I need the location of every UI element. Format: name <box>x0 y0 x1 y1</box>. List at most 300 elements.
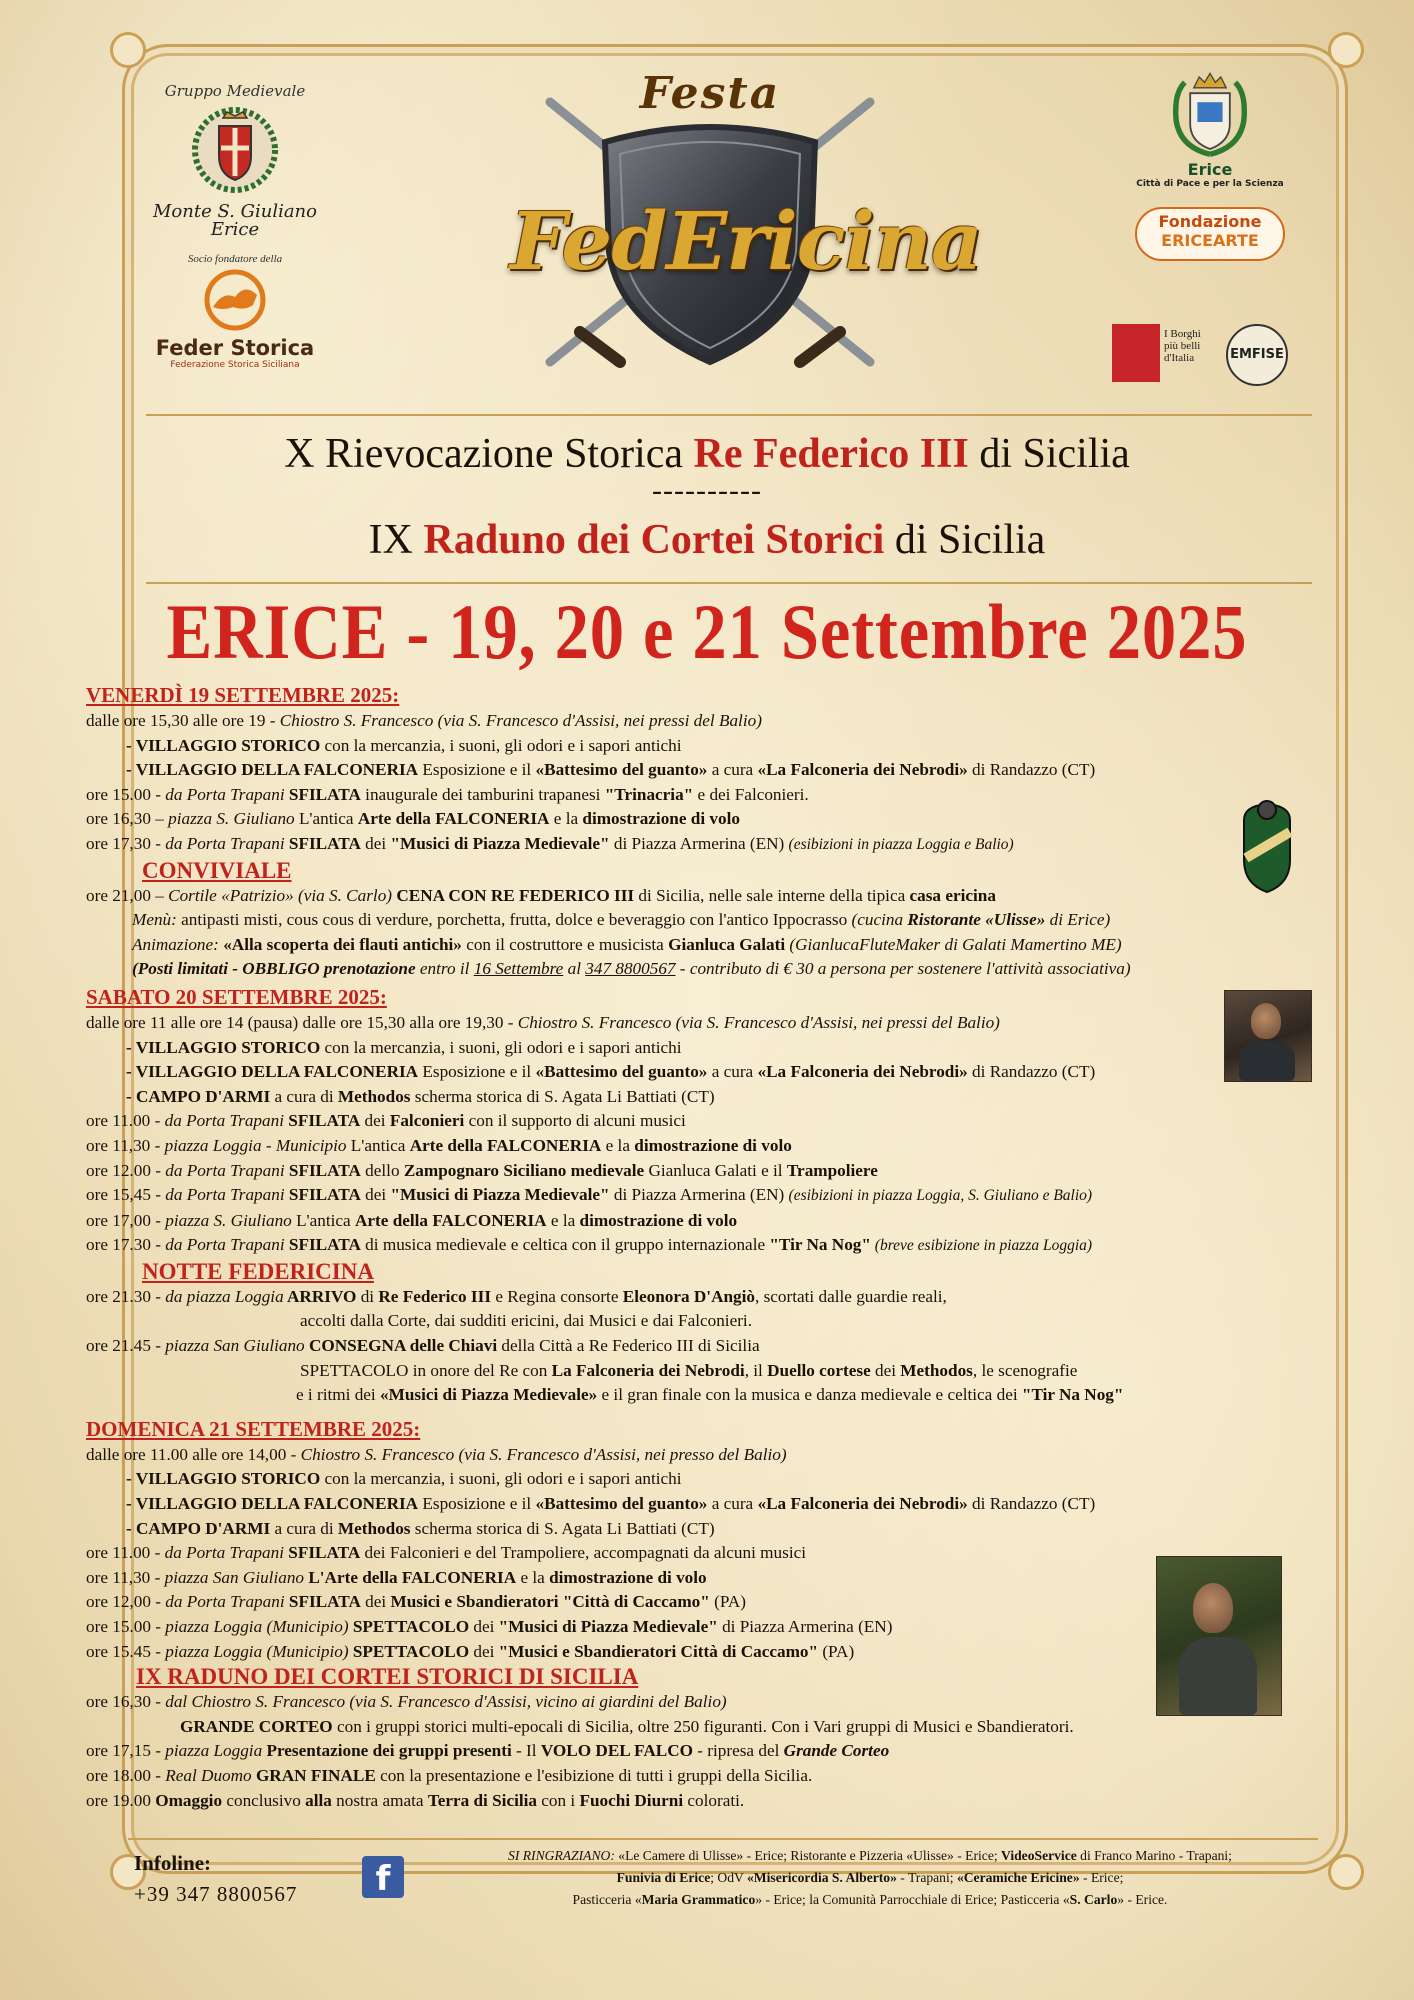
program-text: dalle ore 11 alle ore 14 (pausa) dalle ore 15,30 alla ore 19,30 - <box>86 1012 518 1032</box>
program-text: dei <box>469 1641 499 1661</box>
program-text: dei Falconieri e del Trampoliere, accompagnati da alcuni musici <box>360 1543 807 1563</box>
program-place: piazza S. Giuliano <box>168 809 295 829</box>
program-place: Real Duomo <box>165 1765 252 1785</box>
program-bold: Omaggio <box>155 1790 223 1810</box>
program-bold: «La Falconeria dei Nebrodi» <box>757 1494 968 1514</box>
title-highlight: Re Federico III <box>693 431 969 477</box>
program-line <box>86 1383 1356 1408</box>
thanks-text: » - Erice. <box>1117 1892 1168 1907</box>
title-text: IX <box>368 517 424 563</box>
program-bold: "Trinacria" <box>604 784 694 804</box>
program-place: da Porta Trapani <box>164 1543 284 1563</box>
program-text: a cura <box>707 1062 758 1082</box>
program-bold: SFILATA <box>284 1185 361 1205</box>
program-line <box>86 807 1356 832</box>
program-text: (PA) <box>709 1592 746 1612</box>
program-text: dalle ore 11.00 alle ore 14,00 - <box>86 1444 301 1464</box>
program-text: con la mercanzia, i suoni, gli odori e i sapori antichi <box>320 1469 682 1489</box>
program-line <box>86 1541 1356 1566</box>
program-bold: dimostrazione di volo <box>549 1567 707 1587</box>
program-bold: - VILLAGGIO STORICO <box>126 1037 321 1057</box>
event-date-headline: ERICE - 19, 20 e 21 Settembre 2025 <box>166 588 1248 675</box>
program-bold: CONSEGNA <box>304 1336 406 1356</box>
program-text: , scortati dalle guardie reali, <box>755 1286 947 1306</box>
program-place: piazza Loggia - Municipio <box>164 1135 347 1155</box>
program-bold: - VILLAGGIO DELLA FALCONERIA <box>126 760 419 780</box>
program-line: accolti dalla Corte, dai sudditi ericini, dai Musici e dai Falconieri. <box>300 1311 752 1331</box>
program-bold: SFILATA <box>284 784 361 804</box>
subsection-raduno-cortei: IX RADUNO DEI CORTEI STORICI DI SICILIA <box>136 1664 639 1690</box>
thanks-bold: Maria Grammatico <box>641 1892 756 1907</box>
program-text: e Regina consorte <box>491 1286 623 1306</box>
program-bold: Gianluca Galati <box>668 934 786 954</box>
program-text: ore 15.00 - <box>86 1617 166 1636</box>
program-text: a cura <box>707 1494 758 1514</box>
program-text: entro il <box>415 959 474 979</box>
program-deadline: 16 Settembre <box>473 959 564 979</box>
thanks-bold: S. Carlo <box>1069 1892 1118 1907</box>
program-place: da Porta Trapani <box>165 784 285 804</box>
program-note: di Erice) <box>1045 910 1111 930</box>
program-text: di Randazzo (CT) <box>967 760 1096 780</box>
facebook-icon[interactable]: f <box>362 1856 404 1898</box>
program-text: ore 17,30 - <box>86 833 166 853</box>
program-line <box>86 1789 1356 1814</box>
program-text: a cura di <box>270 1518 338 1538</box>
program-bold: Grande Corteo <box>783 1741 890 1761</box>
title-highlight: Raduno dei Cortei Storici <box>423 517 885 563</box>
program-bold: - VILLAGGIO STORICO <box>126 735 321 755</box>
program-note: (GianlucaFluteMaker di Galati Mamertino ME) <box>785 934 1122 954</box>
program-text: con la mercanzia, i suoni, gli odori e i sapori antichi <box>320 1037 682 1057</box>
program-place: Chiostro S. Francesco (via S. Francesco d'Assisi, nei pressi del Balio) <box>279 711 762 730</box>
program-place: da Porta Trapani <box>165 1235 285 1255</box>
program-bold: «Musici di Piazza Medievale» <box>380 1385 598 1405</box>
day-heading-saturday: SABATO 20 SETTEMBRE 2025: <box>86 984 387 1009</box>
program-text: ore 12.00 - <box>86 1160 166 1180</box>
program-text: Esposizione e il <box>418 1062 536 1082</box>
program-text: ore 15,45 - <box>86 1185 166 1205</box>
thanks-text: «Le Camere di Ulisse» - Erice; Ristorante e Pizzeria «Ulisse» - Erice; <box>614 1848 1002 1863</box>
federstorica-subtitle: Federazione Storica Siciliana <box>170 360 300 370</box>
program-text: dei <box>360 1185 391 1205</box>
erice-town-logo <box>1120 68 1300 261</box>
program-bold: La Falconeria dei Nebrodi <box>551 1360 745 1380</box>
program-label: Menù: <box>132 910 177 930</box>
program-bold: delle Chiavi <box>405 1336 498 1356</box>
festa-federicina-logo <box>510 62 982 382</box>
program-text: colorati. <box>683 1790 745 1810</box>
program-text: di Randazzo (CT) <box>967 1494 1096 1514</box>
program-text: ore 21,00 – <box>86 885 169 905</box>
erice-crest-icon <box>189 104 281 196</box>
program-bold: «La Falconeria dei Nebrodi» <box>757 760 968 780</box>
program-text: ore 21.45 - <box>86 1336 166 1356</box>
program-text: e il gran finale con la musica e danza medievale e celtica dei <box>597 1385 1022 1405</box>
program-line <box>86 884 1356 909</box>
federicina-word: FedEricina <box>510 194 982 288</box>
program-bold: «La Falconeria dei Nebrodi» <box>757 1062 968 1082</box>
borghi-line: I Borghi <box>1164 328 1201 340</box>
footer-divider <box>128 1838 1318 1840</box>
program-bold: Methodos <box>900 1360 973 1380</box>
program-bold: CENA CON RE FEDERICO III <box>392 885 635 905</box>
program-bold: Ristorante «Ulisse» <box>907 910 1046 930</box>
program-text: e la <box>549 809 583 829</box>
program-text: e la <box>601 1135 635 1155</box>
program-bold: SFILATA <box>284 833 361 853</box>
program-line <box>86 1359 1356 1384</box>
program-bold: dimostrazione di volo <box>582 809 740 829</box>
program-text: - ripresa del <box>692 1741 784 1761</box>
program-text: ore 11,30 - <box>86 1135 165 1155</box>
program-text: ore 15.00 - <box>86 784 166 804</box>
program-line <box>86 1690 1356 1715</box>
program-line <box>86 957 1356 982</box>
program-place: Cortile «Patrizio» (via S. Carlo) <box>168 885 393 905</box>
program-text: ore 16,30 – <box>86 809 169 829</box>
program-place: da piazza Loggia <box>165 1286 284 1306</box>
program-bold: SFILATA <box>284 1235 361 1255</box>
header-divider <box>146 414 1312 416</box>
program-text: scherma storica di S. Agata Li Battiati (CT) <box>410 1086 715 1106</box>
program-text: al <box>563 959 586 979</box>
program-text: Esposizione e il <box>418 1494 536 1514</box>
fondazione-ericearte-logo <box>1135 207 1285 261</box>
program-text: in onore del Re con <box>408 1360 552 1380</box>
program-label: Animazione: <box>132 934 219 954</box>
program-bold: Methodos <box>337 1086 411 1106</box>
program-bold: GRAN FINALE <box>251 1765 376 1785</box>
program-place: da Porta Trapani <box>165 1592 285 1612</box>
program-line <box>86 1492 1356 1517</box>
program-text: dei <box>360 1592 391 1612</box>
program-text: con il supporto di alcuni musici <box>464 1111 686 1131</box>
program-text: - Il <box>511 1741 541 1761</box>
erice-town-name: Erice <box>1187 160 1233 179</box>
program-line <box>86 758 1356 783</box>
program-bold: Terra di Sicilia <box>427 1790 537 1810</box>
program-bold: «Alla scoperta dei flauti antichi» <box>218 934 462 954</box>
infoline-phone[interactable]: +39 347 8800567 <box>134 1882 298 1906</box>
program-bold: "Tir Na Nog" <box>769 1235 871 1255</box>
program-bold: GRANDE CORTEO <box>180 1716 333 1736</box>
program-text: di musica medievale e celtica con il gruppo internazionale <box>360 1235 770 1255</box>
program-text: conclusivo <box>222 1790 306 1810</box>
festa-word: Festa <box>639 68 781 119</box>
program-text: di Randazzo (CT) <box>967 1062 1096 1082</box>
thanks-bold: VideoService <box>1001 1848 1077 1863</box>
program-text: Gianluca Galati e il <box>644 1160 787 1180</box>
program-bold: «Battesimo del guanto» <box>535 760 708 780</box>
program-bold: Zampognaro Siciliano medievale <box>403 1160 645 1180</box>
program-place: piazza Loggia (Municipio) <box>165 1617 349 1636</box>
thanks-line <box>430 1867 1310 1889</box>
program-text: ore 11,30 - <box>86 1567 165 1587</box>
program-line <box>86 1134 1356 1159</box>
program-text: - contributo di € 30 a persona per sostenere l'attività associativa) <box>675 959 1131 979</box>
program-bold: Fuochi Diurni <box>579 1790 684 1810</box>
program-text: scherma storica di S. Agata Li Battiati (CT) <box>410 1518 715 1538</box>
event-program <box>86 682 1356 1813</box>
program-line <box>86 709 1356 734</box>
program-text: dei <box>360 833 391 853</box>
program-line <box>86 1640 1356 1665</box>
program-text: con i <box>537 1790 580 1810</box>
program-text: ore 17,00 - <box>86 1210 166 1230</box>
program-line <box>86 1615 1356 1640</box>
day-heading-friday: VENERDÌ 19 SETTEMBRE 2025: <box>86 683 400 707</box>
program-text: con la presentazione e l'esibizione di tutti i gruppi della Sicilia. <box>375 1765 813 1785</box>
program-place: da Porta Trapani <box>165 833 285 853</box>
title-text: di Sicilia <box>884 517 1046 563</box>
program-bold: VOLO DEL FALCO <box>540 1741 693 1761</box>
title-text: X Rievocazione Storica <box>284 431 694 477</box>
program-bold: SFILATA <box>284 1592 361 1612</box>
program-text: ore 18.00 - <box>86 1765 166 1785</box>
program-text: e i ritmi dei <box>296 1385 381 1405</box>
program-text: ore 17.30 - <box>86 1235 166 1255</box>
program-line <box>86 1209 1356 1234</box>
program-bold: SFILATA <box>284 1160 361 1180</box>
program-bold: ARRIVO <box>283 1286 357 1306</box>
program-line <box>86 1764 1356 1789</box>
program-text: ore 19.00 <box>86 1790 156 1810</box>
program-bold: Musici e Sbandieratori "Città di Caccamo" <box>390 1592 710 1612</box>
program-bold: Methodos <box>337 1518 411 1538</box>
day-heading-sunday: DOMENICA 21 SETTEMBRE 2025: <box>86 1416 421 1441</box>
program-text: ore 21.30 - <box>86 1286 166 1306</box>
program-text: di Sicilia, nelle sale interne della tipica <box>634 885 910 905</box>
program-bold: "Musici di Piazza Medievale" <box>498 1617 718 1636</box>
program-text: dei <box>469 1617 499 1636</box>
program-text: dalle ore 15,30 alle ore 19 - <box>86 711 280 730</box>
program-place: da Porta Trapani <box>164 1111 284 1131</box>
program-text: ore 12,00 - <box>86 1592 166 1612</box>
program-bold: L'Arte della FALCONERIA <box>304 1567 517 1587</box>
program-text: di Piazza Armerina (EN) <box>609 833 789 853</box>
gruppo-medievale-logo <box>150 82 320 370</box>
program-place: piazza S. Giuliano <box>165 1210 292 1230</box>
program-text: di <box>356 1286 379 1306</box>
program-text: dei <box>360 1111 390 1131</box>
program-bold: "Musici di Piazza Medievale" <box>390 833 610 853</box>
program-text: ore 16,30 - <box>86 1692 166 1712</box>
program-text: ore 11.00 - <box>86 1111 165 1131</box>
program-text: Esposizione e il <box>418 760 536 780</box>
program-bold: SPETTACOLO <box>348 1617 470 1636</box>
program-text: con il costruttore e musicista <box>461 934 669 954</box>
program-text: e dei Falconieri. <box>693 784 809 804</box>
program-line <box>86 933 1356 958</box>
program-bold: casa ericina <box>909 885 996 905</box>
title-text: di Sicilia <box>968 431 1130 477</box>
fondazione-line: Fondazione <box>1158 212 1262 231</box>
program-bold: (Posti limitati - OBBLIGO prenotazione <box>132 959 416 979</box>
program-line <box>86 783 1356 808</box>
title-raduno <box>0 516 1414 564</box>
program-line <box>86 1011 1356 1036</box>
infoline-label: Infoline: <box>134 1851 212 1875</box>
thanks-line <box>430 1845 1310 1867</box>
program-bold: - VILLAGGIO DELLA FALCONERIA <box>126 1494 419 1514</box>
program-text: ore 11.00 - <box>86 1543 165 1563</box>
erice-coat-of-arms-icon <box>1165 68 1255 158</box>
title-separator: ---------- <box>652 474 762 507</box>
erice-town-subtitle: Città di Pace e per la Scienza <box>1136 179 1284 189</box>
program-bold: SFILATA <box>283 1543 361 1563</box>
program-line <box>86 1159 1356 1184</box>
program-text: dello <box>360 1160 404 1180</box>
program-line <box>86 908 1356 933</box>
program-line <box>86 1109 1356 1134</box>
program-bold: «Battesimo del guanto» <box>535 1494 708 1514</box>
program-line <box>86 1036 1356 1061</box>
program-text: dei <box>870 1360 901 1380</box>
thanks-text: - Trapani; <box>896 1870 957 1885</box>
thanks-bold: Funivia di Erice <box>616 1870 711 1885</box>
program-text: L'antica <box>294 809 358 829</box>
logo-arc-text: Gruppo Medievale <box>164 82 306 100</box>
program-bold: Arte della FALCONERIA <box>357 809 550 829</box>
program-text: di Piazza Armerina (EN) <box>609 1185 789 1205</box>
program-line <box>86 1285 1356 1310</box>
program-bold: - CAMPO D'ARMI <box>126 1086 271 1106</box>
emfise-seal: EMFISE <box>1226 324 1288 386</box>
program-text: ore 15.45 - <box>86 1641 166 1661</box>
program-note: (esibizioni in piazza Loggia e Balio) <box>788 835 1014 853</box>
fondazione-line: ERICEARTE <box>1161 231 1259 250</box>
program-bold: Falconieri <box>389 1111 465 1131</box>
program-line <box>86 734 1356 759</box>
program-text: (PA) <box>818 1641 855 1661</box>
program-place: da Porta Trapani <box>165 1185 285 1205</box>
thanks-label: SI RINGRAZIANO: <box>508 1848 615 1863</box>
borghi-text <box>1164 328 1201 364</box>
program-bold: Duello cortese <box>767 1360 871 1380</box>
program-bold: - VILLAGGIO DELLA FALCONERIA <box>126 1062 419 1082</box>
thanks-text: Pasticceria « <box>572 1892 642 1907</box>
program-line <box>86 1233 1356 1259</box>
program-line <box>86 1566 1356 1591</box>
program-bold: "Musici e Sbandieratori Città di Caccamo" <box>498 1641 819 1661</box>
program-text: nostra amata <box>331 1790 428 1810</box>
program-bold: SFILATA <box>283 1111 361 1131</box>
program-bold: Presentazione dei gruppi presenti <box>262 1741 512 1761</box>
thanks-line <box>430 1889 1310 1911</box>
program-bold: alla <box>305 1790 332 1810</box>
program-bold: Arte della FALCONERIA <box>409 1135 602 1155</box>
program-text: L'antica <box>346 1135 410 1155</box>
program-bold: "Tir Na Nog" <box>1021 1385 1124 1405</box>
program-text: a cura di <box>270 1086 338 1106</box>
program-place: piazza San Giuliano <box>164 1567 305 1587</box>
program-phone: 347 8800567 <box>585 959 676 979</box>
program-place: piazza San Giuliano <box>165 1336 305 1356</box>
frame-corner-ornament <box>110 32 146 68</box>
program-bold: Re Federico III <box>378 1286 492 1306</box>
partner-logos-row <box>1112 324 1312 394</box>
program-line <box>86 1085 1356 1110</box>
borghi-line: più belli <box>1164 340 1201 352</box>
program-line <box>86 1517 1356 1542</box>
program-bold: "Musici di Piazza Medievale" <box>390 1185 610 1205</box>
program-place: Chiostro S. Francesco (via S. Francesco d'Assisi, nei presso del Balio) <box>300 1444 787 1464</box>
program-bold: Arte della FALCONERIA <box>355 1210 547 1230</box>
program-text: e la <box>546 1210 580 1230</box>
title-rievocazione <box>0 430 1414 478</box>
thanks-text: di Franco Marino - Trapani; <box>1076 1848 1232 1863</box>
program-text: L'antica <box>291 1210 355 1230</box>
program-bold: - VILLAGGIO STORICO <box>126 1469 321 1489</box>
logo-name-line: Monte S. Giuliano <box>152 201 317 222</box>
program-line <box>86 1334 1356 1359</box>
program-place: dal Chiostro S. Francesco (via S. Francesco d'Assisi, vicino ai giardini del Balio) <box>165 1692 727 1712</box>
thanks-text: » - Erice; la Comunità Parrocchiale di Erice; Pasticceria « <box>755 1892 1070 1907</box>
program-place: piazza Loggia <box>165 1741 263 1761</box>
program-line <box>86 1739 1356 1764</box>
program-note: (breve esibizione in piazza Loggia) <box>870 1237 1093 1255</box>
program-place: da Porta Trapani <box>165 1160 285 1180</box>
program-text: antipasti misti, cous cous di verdure, porchetta, frutta, dolce e beveraggio con l'antico Ippocrasso <box>176 910 852 930</box>
program-place: piazza Loggia (Municipio) <box>165 1641 349 1661</box>
program-line <box>86 1060 1356 1085</box>
program-line <box>86 1590 1356 1615</box>
program-place: Chiostro S. Francesco (via S. Francesco d'Assisi, nei pressi del Balio) <box>517 1012 1000 1032</box>
program-line <box>86 1443 1356 1468</box>
program-bold: - CAMPO D'ARMI <box>126 1518 271 1538</box>
frame-corner-ornament <box>1328 32 1364 68</box>
program-bold: dimostrazione di volo <box>634 1135 792 1155</box>
program-bold: SPETTACOLO <box>348 1641 470 1661</box>
program-text: a cura <box>707 760 758 780</box>
thanks-bold: «Misericordia S. Alberto» <box>747 1870 897 1885</box>
program-text: inaugurale dei tamburini trapanesi <box>360 784 605 804</box>
socio-fondatore-text: Socio fondatore della <box>187 253 283 265</box>
program-text: con la mercanzia, i suoni, gli odori e i sapori antichi <box>320 735 682 755</box>
logo-name-line: Erice <box>210 219 260 240</box>
thanks-credits <box>430 1845 1310 1911</box>
program-text: della Città a Re Federico III di Sicilia <box>497 1336 760 1356</box>
program-text: SPETTACOLO <box>300 1360 409 1380</box>
program-bold: dimostrazione di volo <box>579 1210 738 1230</box>
program-bold: Eleonora D'Angiò <box>622 1286 756 1306</box>
borghi-logo-icon <box>1112 324 1160 382</box>
program-line <box>86 832 1356 858</box>
program-text: e la <box>516 1567 550 1587</box>
program-text: di Piazza Armerina (EN) <box>717 1617 893 1636</box>
frame-corner-ornament <box>1328 1854 1364 1890</box>
program-bold: «Battesimo del guanto» <box>535 1062 708 1082</box>
borghi-line: d'Italia <box>1164 352 1195 364</box>
federstorica-mark-icon <box>199 269 271 331</box>
program-bold: Trampoliere <box>786 1160 878 1180</box>
program-text: con i gruppi storici multi-epocali di Sicilia, oltre 250 figuranti. Con i Vari gruppi di Musici e Sbandieratori. <box>332 1716 1074 1736</box>
thanks-text: ; OdV <box>710 1870 747 1885</box>
program-note: (esibizioni in piazza Loggia, S. Giuliano e Balio) <box>788 1187 1093 1205</box>
subsection-notte-federicina: NOTTE FEDERICINA <box>142 1258 374 1284</box>
program-line <box>86 1183 1356 1209</box>
program-text: ore 17,15 - <box>86 1741 166 1761</box>
program-text: , il <box>744 1360 768 1380</box>
subsection-conviviale: CONVIVIALE <box>142 857 292 883</box>
thanks-text: - Erice; <box>1079 1870 1124 1885</box>
program-line <box>86 1467 1356 1492</box>
title-divider <box>146 582 1312 584</box>
program-line <box>86 1715 1356 1740</box>
federstorica-name: Feder Storica <box>155 336 315 360</box>
program-note: (cucina <box>851 910 908 930</box>
